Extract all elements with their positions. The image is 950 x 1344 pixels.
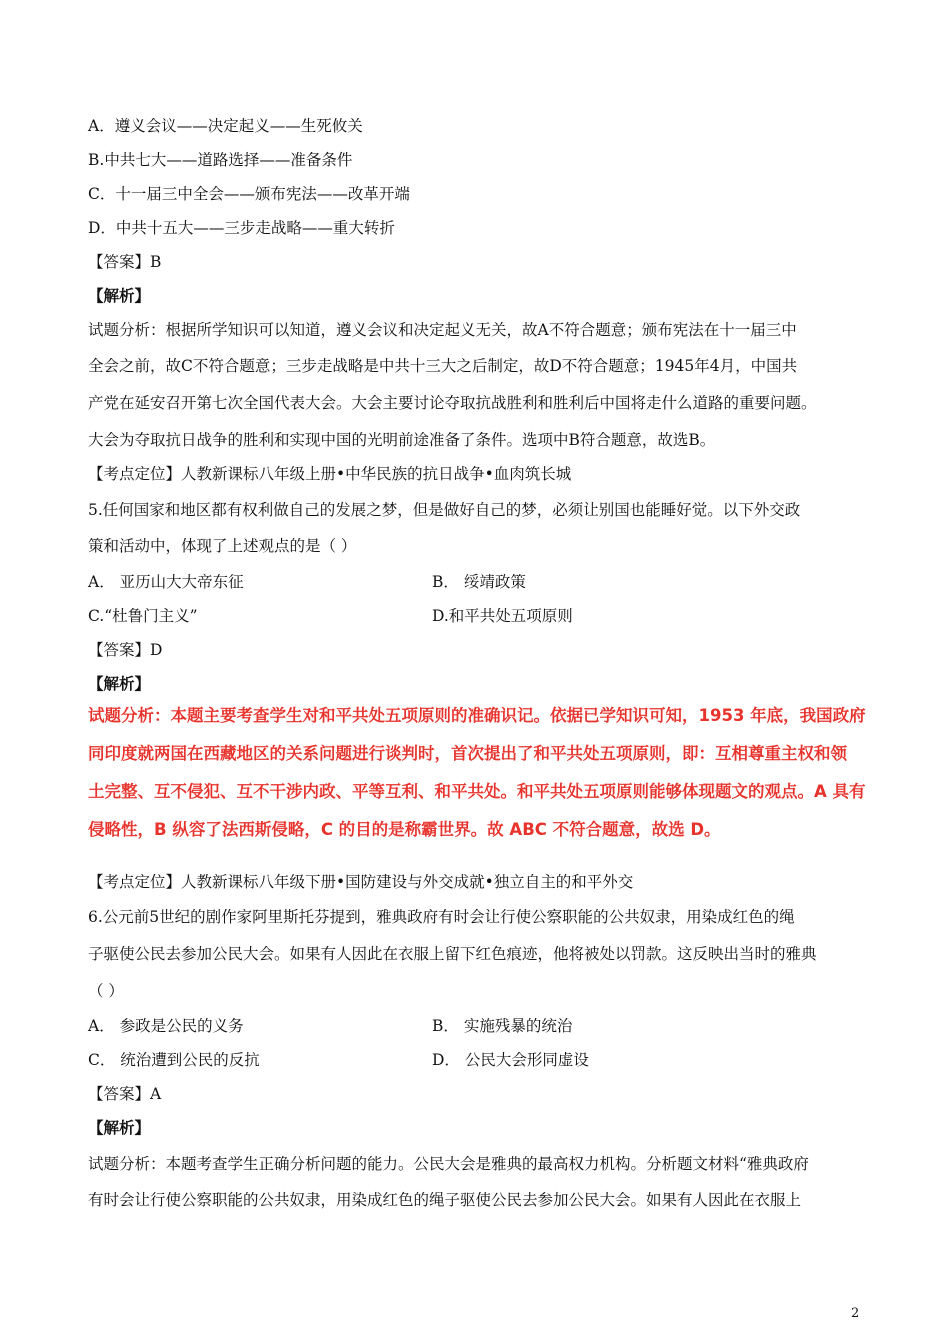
q6-analysis-line-1: 试题分析：本题考查学生正确分析问题的能力。公民大会是雅典的最高权力机构。分析题文材料“雅典政府: [88, 1155, 809, 1173]
q5-stem-line-1: 5.任何国家和地区都有权利做自己的发展之梦，但是做好自己的梦，必须让别国也能睡好觉。以下外交政: [88, 501, 801, 519]
q5-option-d: D.和平共处五项原则: [432, 607, 573, 625]
q5-option-row-1: [88, 572, 526, 592]
q5-analysis-line-2: 同印度就两国在西藏地区的关系问题进行谈判时，首次提出了和平共处五项原则，即：互相尊重主权和领: [88, 744, 847, 763]
q5-analysis-line-4: 侵略性，B 纵容了法西斯侵略，C 的目的是称霸世界。故 ABC 不符合题意，故选 D。: [88, 820, 721, 839]
q4-kaodian: 【考点定位】人教新课标八年级上册•中华民族的抗日战争•血肉筑长城: [88, 465, 572, 483]
q4-analysis-line-1: 试题分析：根据所学知识可以知道，遵义会议和决定起义无关，故A不符合题意；颁布宪法在十一届三中: [88, 321, 797, 339]
q6-option-b: B． 实施残暴的统治: [432, 1017, 573, 1035]
q6-stem-line-3: （ ）: [88, 982, 124, 1000]
q6-option-d: D． 公民大会形同虚设: [432, 1051, 589, 1069]
q5-answer: 【答案】D: [88, 641, 163, 659]
q6-option-row-2: [88, 1050, 589, 1070]
q5-analysis-title: 【解析】: [88, 674, 151, 693]
q5-option-c: C.“杜鲁门主义”: [88, 607, 198, 625]
q4-answer: 【答案】B: [88, 253, 162, 271]
q6-analysis-title: 【解析】: [88, 1118, 151, 1137]
page-number: 2: [851, 1306, 860, 1321]
q4-analysis-title: 【解析】: [88, 286, 151, 305]
q4-analysis-line-2: 全会之前，故C不符合题意；三步走战略是中共十三大之后制定，故D不符合题意；1945年4月，中国共: [88, 357, 798, 375]
q4-analysis-line-4: 大会为夺取抗日战争的胜利和实现中国的光明前途准备了条件。选项中B符合题意，故选B。: [88, 431, 716, 449]
q5-kaodian: 【考点定位】人教新课标八年级下册•国防建设与外交成就•独立自主的和平外交: [88, 873, 634, 891]
q6-option-c: C． 统治遭到公民的反抗: [88, 1051, 260, 1069]
q6-option-a: A． 参政是公民的义务: [88, 1017, 244, 1035]
q6-stem-line-1: 6.公元前5世纪的剧作家阿里斯托芬提到，雅典政府有时会让行使公察职能的公共奴隶，用染成红色的绳: [88, 908, 795, 926]
q4-option-b: B.中共七大——道路选择——准备条件: [88, 151, 353, 169]
q5-option-row-2: [88, 606, 573, 626]
q5-option-a: A． 亚历山大大帝东征: [88, 573, 244, 591]
q5-stem-line-2: 策和活动中，体现了上述观点的是（ ）: [88, 537, 357, 555]
q4-option-d: D．中共十五大——三步走战略——重大转折: [88, 219, 395, 237]
q5-option-b: B． 绥靖政策: [432, 573, 526, 591]
q6-option-row-1: [88, 1016, 573, 1036]
q4-option-a: A．遵义会议——决定起义——生死攸关: [88, 117, 363, 135]
q6-analysis-line-2: 有时会让行使公察职能的公共奴隶，用染成红色的绳子驱使公民去参加公民大会。如果有人因此在衣服上: [88, 1191, 802, 1209]
q5-analysis-line-1: 试题分析：本题主要考查学生对和平共处五项原则的准确识记。依据已学知识可知，1953 年底，我国政府: [88, 706, 866, 725]
q4-option-c: C．十一届三中全会——颁布宪法——改革开端: [88, 185, 410, 203]
q6-answer: 【答案】A: [88, 1085, 162, 1103]
q5-analysis-line-3: 土完整、互不侵犯、互不干涉内政、平等互利、和平共处。和平共处五项原则能够体现题文的观点。A 具有: [88, 782, 866, 801]
q6-stem-line-2: 子驱使公民去参加公民大会。如果有人因此在衣服上留下红色痕迹，他将被处以罚款。这反映出当时的雅典: [88, 945, 817, 963]
q4-analysis-line-3: 产党在延安召开第七次全国代表大会。大会主要讨论夺取抗战胜利和胜利后中国将走什么道路的重要问题。: [88, 394, 817, 412]
